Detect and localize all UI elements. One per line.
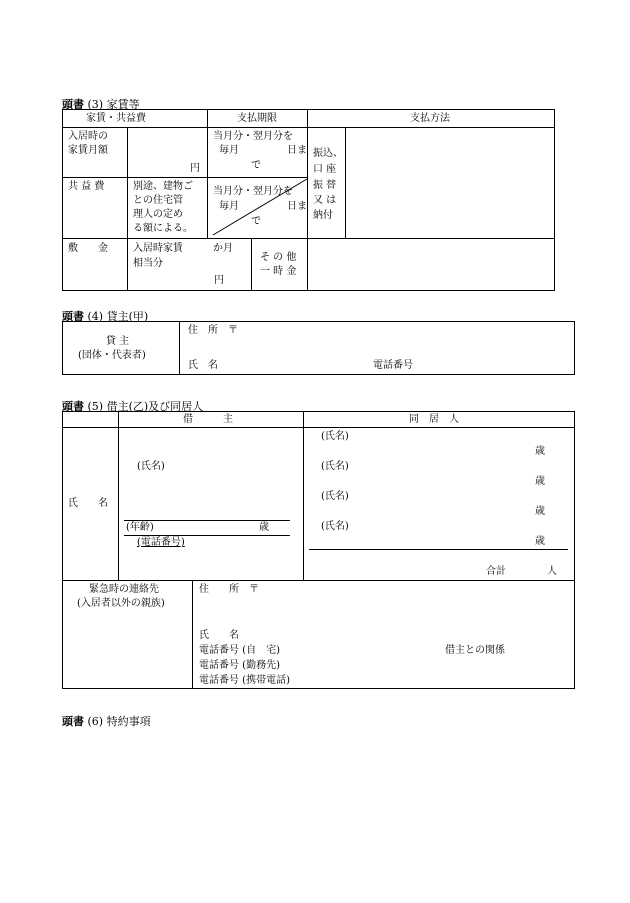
landlord-table [62, 321, 575, 375]
section3-title: 頭書 (3) 家賃等 [62, 98, 140, 111]
landlord-address: 住 所 〒 [188, 325, 238, 336]
landlord-phone: 電話番号 [373, 360, 413, 371]
emergency-phone-home: 電話番号 (自 宅) [199, 645, 280, 656]
emergency-relation: 借主との関係 [445, 645, 505, 656]
section4-title: 頭書 (4) 貸主(甲) [62, 310, 149, 323]
emergency-phone-work: 電話番号 (勤務先) [199, 660, 280, 671]
section5-title: 頭書 (5) 借主(乙)及び同居人 [62, 400, 204, 413]
section6-title: 頭書 (6) 特約事項 [62, 715, 151, 728]
emergency-phone-mobile: 電話番号 (携帯電話) [199, 675, 290, 686]
hdr-cohabitant: 同 居 人 [409, 414, 459, 425]
emergency-address: 住 所 〒 [199, 584, 259, 595]
landlord-name: 氏 名 [188, 360, 218, 371]
hdr-rent: 家賃・共益費 [86, 113, 146, 124]
hdr-method: 支払方法 [410, 113, 450, 124]
yen-unit: 円 [190, 163, 200, 174]
hdr-period: 支払期限 [237, 113, 277, 124]
hdr-borrower: 借 主 [183, 414, 233, 425]
emergency-name: 氏 名 [199, 630, 239, 641]
